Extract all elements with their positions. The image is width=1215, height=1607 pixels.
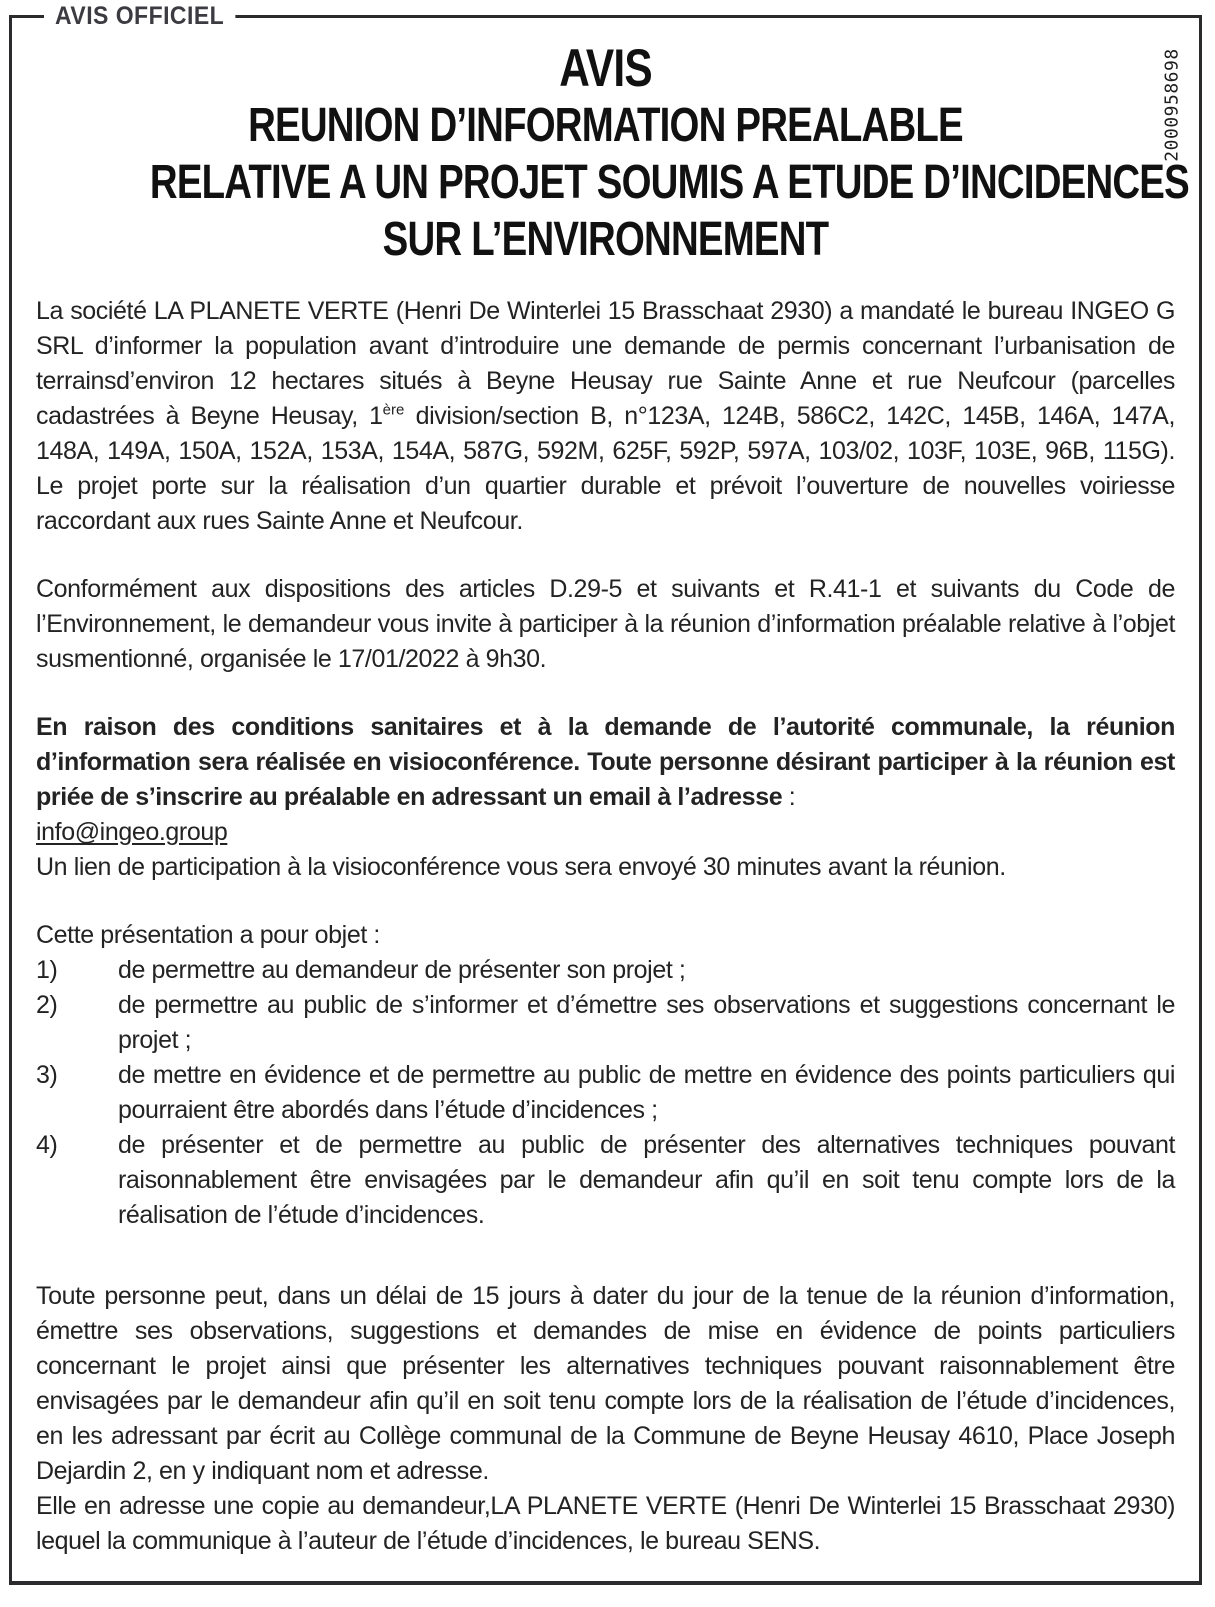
list-item-1-text: de permettre au demandeur de présenter son projet ;	[118, 956, 686, 984]
paragraph-project	[36, 294, 1175, 539]
list-item-3-number: 3)	[36, 1061, 58, 1089]
title-line-2: REUNION D’INFORMATION PREALABLE	[248, 99, 963, 152]
email-line	[36, 815, 1175, 850]
paragraph-visioconference-colon: :	[782, 783, 796, 811]
notice-title	[36, 39, 1189, 268]
paragraph-project-text-b: division/section B, n°123A, 124B, 586C2, 142C, 145B, 146A, 147A, 148A, 149A, 150A, 152A, 153A, 154A, 587G, 592M, 625F, 592P, 597A, 103/02, 103F, 103E, 96B, 115G). Le projet porte sur la réalisation d’un quartier durable et prévoit l’ouverture de nouvelles voiriesse raccordant aux rues Sainte Anne et Neufcour.	[36, 402, 1175, 535]
list-item-4-text: de présenter et de permettre au public de présenter des alternatives techniques pouvant raisonnablement être envisagées par le demandeur afin qu’il en soit tenu compte lors de la réalisation de l’étude d’incidences.	[118, 1131, 1175, 1229]
list-item-4	[36, 1128, 1175, 1233]
notice-body	[36, 294, 1175, 1559]
paragraph-copy-to-applicant: Elle en adresse une copie au demandeur,LA PLANETE VERTE (Henri De Winterlei 15 Brasschaat 2930) lequel la communique à l’auteur de l’étude d’incidences, le bureau SENS.	[36, 1492, 1175, 1555]
paragraph-visioconference-text: En raison des conditions sanitaires et à la demande de l’autorité communale, la réunion d’information sera réalisée en visioconférence. Toute personne désirant participer à la réunion est priée de s’inscrire au préalable en adressant un email à l’adresse	[36, 713, 1175, 811]
title-line-1: AVIS	[559, 39, 652, 98]
list-item-1-number: 1)	[36, 956, 58, 984]
paragraph-observations: Toute personne peut, dans un délai de 15 jours à dater du jour de la tenue de la réunion d’information, émettre ses observations, suggestions et demandes de mise en évidence de points particuliers concernant le projet ainsi que présenter les alternatives techniques pouvant raisonnablement être envisagées par le demandeur afin qu’il en soit tenu compte lors de la réalisation de l’étude d’incidences, en les adressant par écrit au Collège communal de la Commune de Beyne Heusay 4610, Place Joseph Dejardin 2, en y indiquant nom et adresse.	[36, 1282, 1175, 1485]
ordinal-superscript: ère	[382, 401, 405, 419]
list-item-1	[36, 953, 1175, 988]
paragraph-project-text-a: La société LA PLANETE VERTE (Henri De Winterlei 15 Brasschaat 2930) a mandaté le bureau INGEO G SRL d’informer la population avant d’introduire une demande de permis concernant l’urbanisation de terrainsd’environ 12 hectares situés à Beyne Heusay rue Sainte Anne et rue Neufcour (parcelles cadastrées à Beyne Heusay, 1	[36, 297, 1175, 430]
list-item-2-text: de permettre au public de s’informer et d’émettre ses observations et suggestions concernant le projet ;	[118, 991, 1175, 1054]
list-item-3	[36, 1058, 1175, 1128]
notice-frame	[9, 15, 1202, 1585]
title-line-4: SUR L’ENVIRONNEMENT	[382, 213, 829, 266]
paragraph-legal-basis: Conformément aux dispositions des articles D.29-5 et suivants et R.41-1 et suivants du Code de l’Environnement, le demandeur vous invite à participer à la réunion d’information préalable relative à l’objet susmentionné, organisée le 17/01/2022 à 9h30.	[36, 575, 1175, 673]
section-label: AVIS OFFICIEL	[44, 3, 235, 29]
paragraph-participation-link: Un lien de participation à la visioconférence vous sera envoyé 30 minutes avant la réunion.	[36, 853, 1006, 881]
ad-reference-number: 2000958698	[1161, 48, 1183, 162]
list-item-3-text: de mettre en évidence et de permettre au public de mettre en évidence des points particuliers qui pourraient être abordés dans l’étude d’incidences ;	[118, 1061, 1175, 1124]
paragraph-visioconference	[36, 710, 1175, 815]
list-item-2-number: 2)	[36, 991, 58, 1019]
list-item-4-number: 4)	[36, 1131, 58, 1159]
ad-reference-wrap	[1159, 40, 1185, 170]
title-line-3: RELATIVE A UN PROJET SOUMIS A ETUDE D’INCIDENCES	[149, 156, 1189, 209]
list-intro: Cette présentation a pour objet :	[36, 921, 380, 949]
email-link[interactable]: info@ingeo.group	[36, 818, 228, 846]
list-item-2	[36, 988, 1175, 1058]
